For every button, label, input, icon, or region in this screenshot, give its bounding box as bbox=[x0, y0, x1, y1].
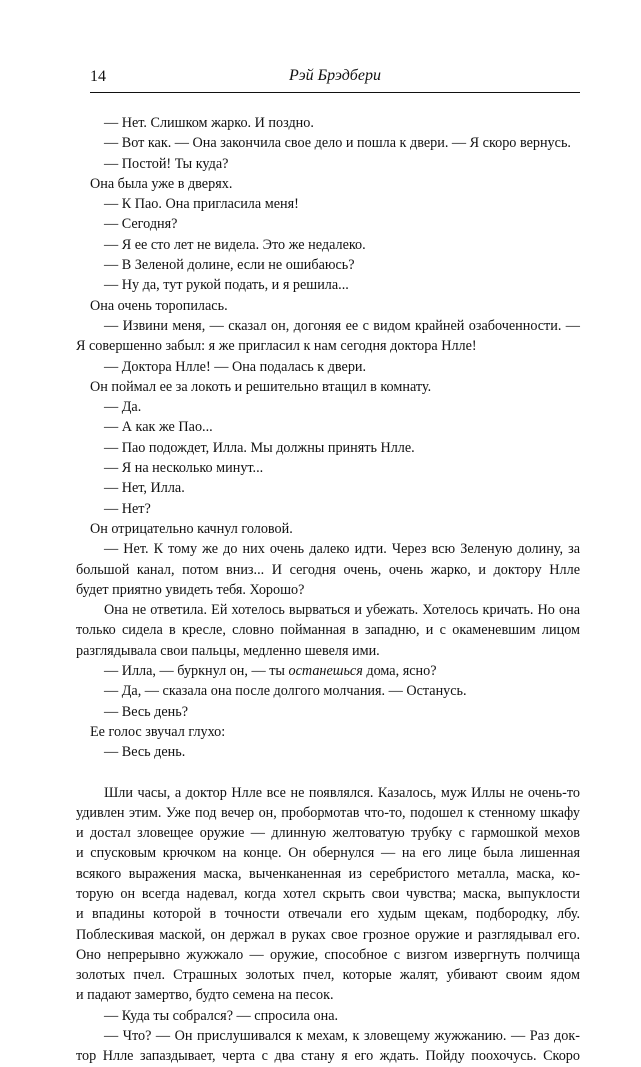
text-line: торую он всегда надевал, когда хотел скрыть свои чувства; маска, выпуклости bbox=[76, 885, 580, 902]
narration-line: Она очень торопилась. bbox=[90, 297, 228, 314]
dialogue-line: — Да. bbox=[104, 399, 142, 416]
paragraph bbox=[76, 600, 580, 661]
dialogue-line: — Сегодня? bbox=[104, 216, 178, 233]
dialogue-line: — Я ее сто лет не видела. Это же недалеко. bbox=[104, 236, 366, 253]
dialogue-line: — Ну да, тут рукой подать, и я решила... bbox=[104, 277, 349, 294]
text-line: — Нет. К тому же до них очень далеко идти. Через всю Зеленую долину, за bbox=[104, 541, 580, 558]
text-line: и достал зловещее оружие — длинную желтоватую трубку с гармошкой мехов bbox=[76, 825, 580, 842]
text-line: удивлен этим. Уже под вечер он, пробормотав что-то, подошел к стенному шкафу bbox=[76, 804, 580, 821]
dialogue-line: — Весь день? bbox=[104, 703, 189, 720]
narration-line: Ее голос звучал глухо: bbox=[90, 723, 226, 740]
dialogue-line: — Постой! Ты куда? bbox=[104, 155, 229, 172]
text-line: разглядывала свои пальцы, медленно шевеля ими. bbox=[76, 642, 380, 659]
text-line: и впадины которой в точности отвечали его худым щекам, подбородку, лбу. bbox=[76, 906, 580, 923]
dialogue-line: — Я на несколько минут... bbox=[104, 460, 264, 477]
text-line: Я совершенно забыл: я же пригласил к нам сегодня доктора Нлле! bbox=[76, 338, 477, 355]
dialogue-line: — В Зеленой долине, если не ошибаюсь? bbox=[104, 257, 355, 274]
text-line: — Извини меня, — сказал он, догоняя ее с видом крайней озабоченности. — bbox=[104, 317, 580, 334]
text-line: тор Нлле запаздывает, черта с два стану я его ждать. Пойду поохочусь. Скоро bbox=[76, 1048, 580, 1065]
paragraph bbox=[76, 316, 580, 357]
narration-line: Он отрицательно качнул головой. bbox=[90, 520, 293, 537]
dialogue-line: — Доктора Нлле! — Она подалась к двери. bbox=[104, 358, 367, 375]
narration-line: Он поймал ее за локоть и решительно втащил в комнату. bbox=[90, 378, 432, 395]
text-line: большой канал, потом вниз... И сегодня очень, очень жарко, и доктору Нлле bbox=[76, 561, 580, 578]
emphasis-run: останешься bbox=[288, 663, 363, 680]
text-line: и спусковым крючком на конце. Он обернулся — на его лице была лишенная bbox=[76, 845, 580, 862]
text-line: Шли часы, а доктор Нлле все не появлялся. Казалось, муж Иллы не очень-то bbox=[104, 784, 580, 801]
text-line: Поблескивая маской, он держал в руках свое грозное оружие и разглядывал его. bbox=[76, 926, 580, 943]
text-line: золотых пчел. Страшных золотых пчел, которые жалят, убивают своим ядом bbox=[76, 967, 580, 984]
book-author-title: Рэй Брэдбери bbox=[289, 67, 381, 84]
text-line: и падают замертво, будто семена на песок. bbox=[76, 987, 334, 1004]
paragraph bbox=[76, 1026, 580, 1067]
narration-line: Она была уже в дверях. bbox=[90, 175, 233, 192]
text-run: — Илла, — буркнул он, — ты bbox=[104, 663, 289, 680]
text-line: всякого выражения маска, выченканенная из серебристого металла, маска, ко- bbox=[76, 865, 580, 882]
running-head bbox=[90, 66, 580, 93]
dialogue-line: — Вот как. — Она закончила свое дело и пошла к двери. — Я скоро вернусь. bbox=[104, 135, 571, 152]
text-line: Оно непрерывно жужжало — оружие, способное с визгом извергнуть полчища bbox=[76, 946, 580, 963]
dialogue-line: — Да, — сказала она после долгого молчания. — Останусь. bbox=[104, 683, 467, 700]
text-line: только сидела в кресле, словно пойманная в западню, и с окаменевшим лицом bbox=[76, 622, 580, 639]
dialogue-line: — Нет, Илла. bbox=[104, 480, 185, 497]
text-line: будет приятно увидеть тебя. Хорошо? bbox=[76, 581, 305, 598]
text-line: Она не ответила. Ей хотелось вырваться и убежать. Хотелось кричать. Но она bbox=[104, 602, 580, 619]
text-line: — Что? — Он прислушивался к мехам, к зловещему жужжанию. — Раз док- bbox=[104, 1028, 580, 1045]
section-break bbox=[90, 763, 580, 783]
dialogue-line bbox=[90, 661, 580, 681]
dialogue-line: — Весь день. bbox=[104, 744, 186, 761]
dialogue-line: — А как же Пао... bbox=[104, 419, 213, 436]
dialogue-line: — Нет. Слишком жарко. И поздно. bbox=[104, 115, 314, 131]
dialogue-line: — Куда ты собрался? — спросила она. bbox=[104, 1007, 339, 1024]
text-run: дома, ясно? bbox=[362, 663, 437, 680]
dialogue-line: — Пао подождет, Илла. Мы должны принять Нлле. bbox=[104, 439, 415, 456]
dialogue-line: — К Пао. Она пригласила меня! bbox=[104, 196, 299, 213]
body-text bbox=[76, 113, 580, 1067]
paragraph bbox=[76, 783, 580, 1006]
dialogue-line: — Нет? bbox=[104, 500, 151, 517]
page-number: 14 bbox=[90, 68, 106, 85]
paragraph bbox=[76, 539, 580, 600]
